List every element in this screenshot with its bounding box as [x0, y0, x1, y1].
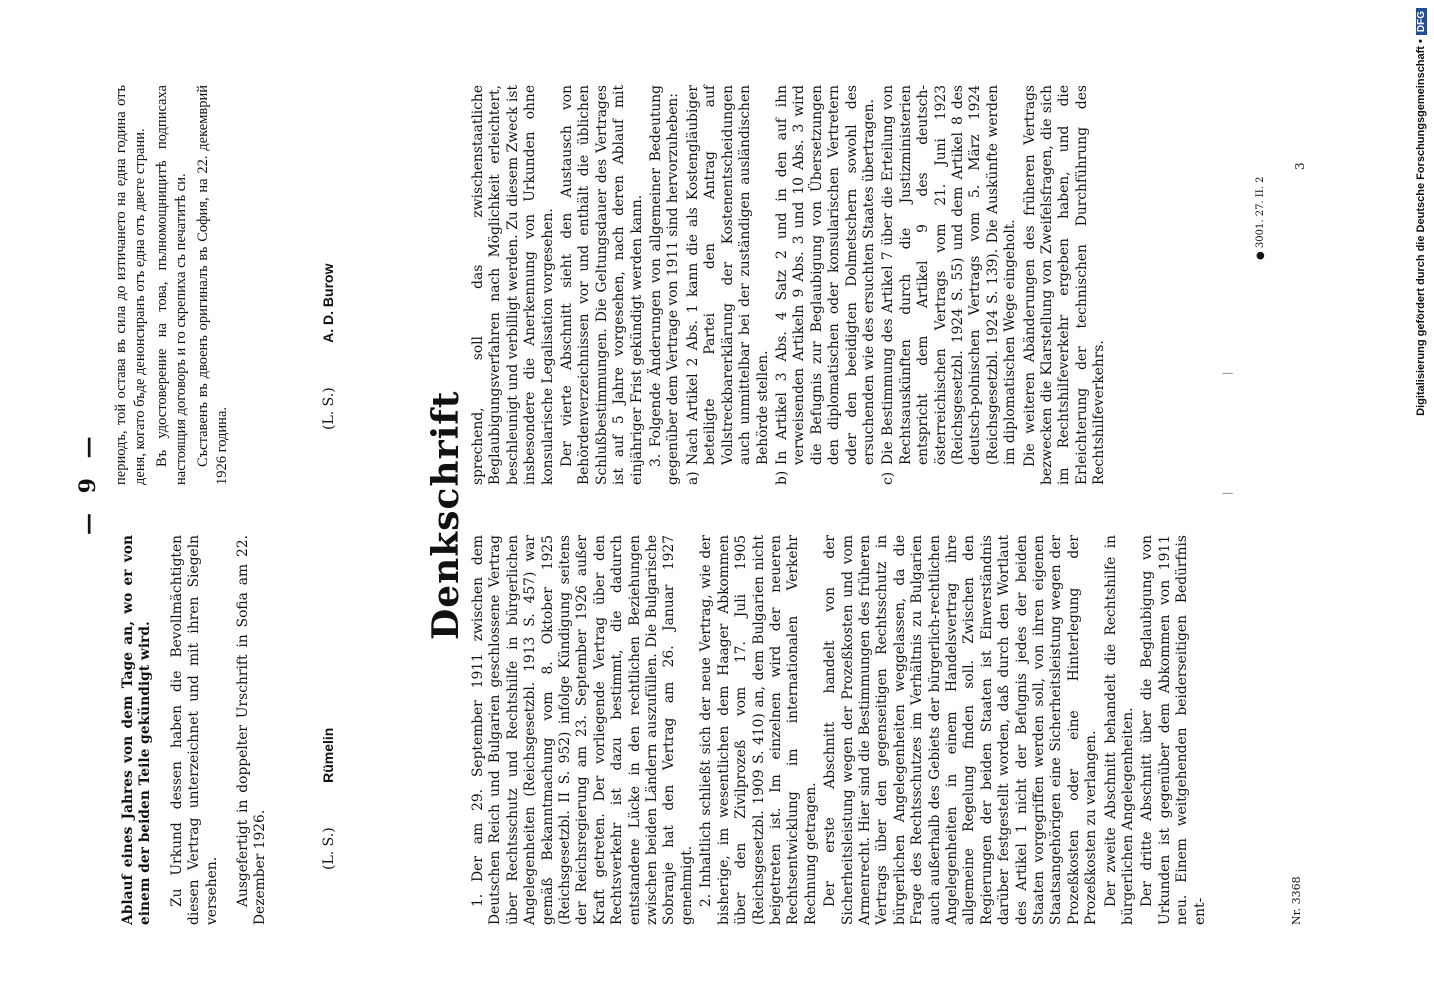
paragraph: Ausgefertigt in doppelter Urschrift in Sofia am 22. Dezember 1926.	[235, 535, 269, 925]
paragraph: Съставенъ въ двоенъ оригиналъ въ София, на 22. декемврий 1926 година.	[195, 85, 230, 485]
seal: (L. S.)	[321, 387, 337, 430]
paragraph: Zu Urkund dessen haben die Bevollmächtigten diesen Vertrag unterzeichnet und mit ihren Siegeln versehen.	[168, 535, 220, 925]
paragraph: Въ удостоверение на това, пълномощницитѣ подписаха настоящия договоръ и го скрепиха съ печатитѣ си.	[154, 85, 189, 485]
page-number: — 9 —	[75, 430, 101, 535]
memorandum-title: Denkschrift	[425, 390, 467, 640]
bulgarian-signature	[320, 264, 337, 430]
paragraph: Die weiteren Abänderungen des früheren Vertrags bezwecken die Klarstellung von Zweifelsfragen, die sich im Rechtshilfeverkehr ergeben haben, und die Erleichterung der technischen Durchführung des Rechtshilfeverkehrs.	[1021, 85, 1108, 485]
list-item	[880, 85, 1019, 485]
paragraph: sprechend, soll das zwischenstaatliche Beglaubigungsverfahren nach Möglichkeit erleichtert, beschleunigt und verbilligt werden. Zu diesem Zweck ist insbesondere die Anerkennung von Urkunden ohne konsularische Legalisation vorgesehen.	[470, 85, 556, 485]
paragraph: периодъ, той остава въ сила до изтичането на една година отъ деня, когато бъде денонсиранъ отъ една отъ двете страни.	[113, 85, 148, 485]
list-text: In Artikel 3 Abs. 4 Satz 2 und in den auf ihn verweisenden Artikeln 9 Abs. 3 und 10 Abs. 3 wird die Befugnis zur Beglaubigung von Übersetzungen den diplomatischen oder konsularischen Vertretern oder den beeidigten Dolmetschern sowohl des ersuchenden wie des ersuchten Staates übertragen.	[773, 85, 877, 465]
sheet-number: 3	[1293, 162, 1307, 170]
memorandum-column-2	[470, 85, 1111, 485]
list-item	[685, 85, 772, 485]
seal: (L. S.)	[321, 827, 337, 870]
banner-text-wrap	[1412, 8, 1430, 992]
list-text: Die Bestimmung des Artikel 7 über die Erteilung von Rechtsauskünften durch die Justizministerien entspricht dem Artikel 9 des deutsch-österreichischen Vertrags vom 21. Juni 1923 (Reichsgesetzbl. 1924 S. 55) und dem Artikel 8 des deutsch-polnischen Vertrags vom 5. März 1924 (Reichsgesetzbl. 1924 S. 139). Die Auskünfte werden im diplomatischen Wege eingeholt.	[880, 85, 1019, 465]
banner-text: Digitalisierung gefördert durch die Deutsche Forschungsgemeinschaft •	[1415, 39, 1427, 416]
paragraph: 3. Folgende Änderungen von allgemeiner Bedeutung gegenüber dem Vertrage von 1911 sind hervorzuheben:	[648, 85, 682, 485]
list-item	[774, 85, 878, 485]
paragraph: Der vierte Abschnitt sieht den Austausch von Behördenverzeichnissen vor und enthält die üblichen Schlußbestimmungen. Die Geltungsdauer des Vertrages ist auf 5 Jahre vorgesehen, nach deren Ablauf mit einjähriger Frist gekündigt werden kann.	[559, 85, 645, 485]
paragraph: Ablauf eines Jahres von dem Tage an, wo er von einem der beiden Teile gekündigt wird.	[120, 535, 154, 925]
paragraph: 1. Der am 29. September 1911 zwischen dem Deutschen Reich und Bulgarien geschlossene Vertrag über Rechtsschutz und Rechtshilfe in bürgerlichen Angelegenheiten (Reichsgesetzbl. 1913 S. 457) war gemäß Bekanntmachung vom 8. Oktober 1925 (Reichsgesetzbl. II S. 952) infolge Kündigung seitens der Reichsregierung am 23. September 1926 außer Kraft getreten. Der vorliegende Vertrag über den Rechtsverkehr ist dazu bestimmt, die dadurch entstandene Lücke in den rechtlichen Beziehungen zwischen beiden Ländern auszufüllen. Die Bulgarische Sobranje hat den Vertrag am 26. Januar 1927 genehmigt.	[470, 535, 695, 925]
signatory: Rümelin	[320, 727, 336, 783]
printer-mark-icon: ●	[1255, 251, 1266, 260]
digitization-banner	[1412, 8, 1430, 992]
paragraph: Der dritte Abschnitt über die Beglaubigung von Urkunden ist gegenüber dem Abkommen von 1911 neu. Einem weitgehenden beiderseitigen Bedürfnis ent-	[1139, 535, 1208, 925]
german-signature	[320, 728, 337, 870]
bulgarian-treaty-end	[112, 85, 234, 485]
document-number: Nr. 3368	[1290, 876, 1303, 925]
paragraph: Der zweite Abschnitt behandelt die Rechtshilfe in bürgerlichen Angelegenheiten.	[1102, 535, 1137, 925]
list-label: a)	[684, 471, 701, 485]
list-label: c)	[880, 471, 897, 485]
dfg-logo: DFG	[1416, 8, 1427, 35]
german-treaty-end	[120, 535, 272, 925]
paragraph: Der erste Abschnitt handelt von der Sicherheitsleistung wegen der Prozeßkosten und vom Armenrecht. Hier sind die Bestimmungen des früheren Vertrags über den gegenseitigen Rechtsschutz in bürgerlichen Angelegenheiten weggelassen, da die Frage des Rechtsschutzes im Verhältnis zu Bulgarien auch außerhalb des Gebiets der bürgerlich-rechtlichen Angelegenheiten in einem Handelsvertrag ihre allgemeine Regelung finden soll. Zwischen den Regierungen der beiden Staaten ist Einverständnis darüber festgestellt worden, daß durch den Wortlaut des Artikel 1 nicht der Befugnis jedes der beiden Staaten vorgegriffen werden soll, von ihren eigenen Staatsangehörigen eine Sicherheitsleistung wegen der Prozeßkosten oder eine Hinterlegung der Prozeßkosten zu verlangen.	[822, 535, 1100, 925]
list-text: Nach Artikel 2 Abs. 1 kann die als Kostengläubiger beteiligte Partei den Antrag auf Vollstreckbarerklärung der Kostenentscheidungen auch unmittelbar bei der zuständigen ausländischen Behörde stellen.	[684, 85, 771, 465]
memorandum-column-1	[470, 535, 1211, 925]
margin-mark: |	[1222, 371, 1233, 375]
print-signature: ● 3001. 27. II. 2	[1255, 176, 1266, 260]
list-label: b)	[773, 470, 790, 485]
signatory: A. D. Burow	[320, 263, 336, 343]
paragraph: 2. Inhaltlich schließt sich der neue Vertrag, wie der bisherige, im wesentlichen dem Haager Abkommen über den Zivilprozeß vom 17. Juli 1905 (Reichsgesetzbl. 1909 S. 410) an, dem Bulgarien nicht beigetreten ist. Im einzelnen wird der neueren Rechtsentwicklung im internationalen Verkehr Rechnung getragen.	[698, 535, 819, 925]
margin-mark: |	[1222, 491, 1233, 495]
